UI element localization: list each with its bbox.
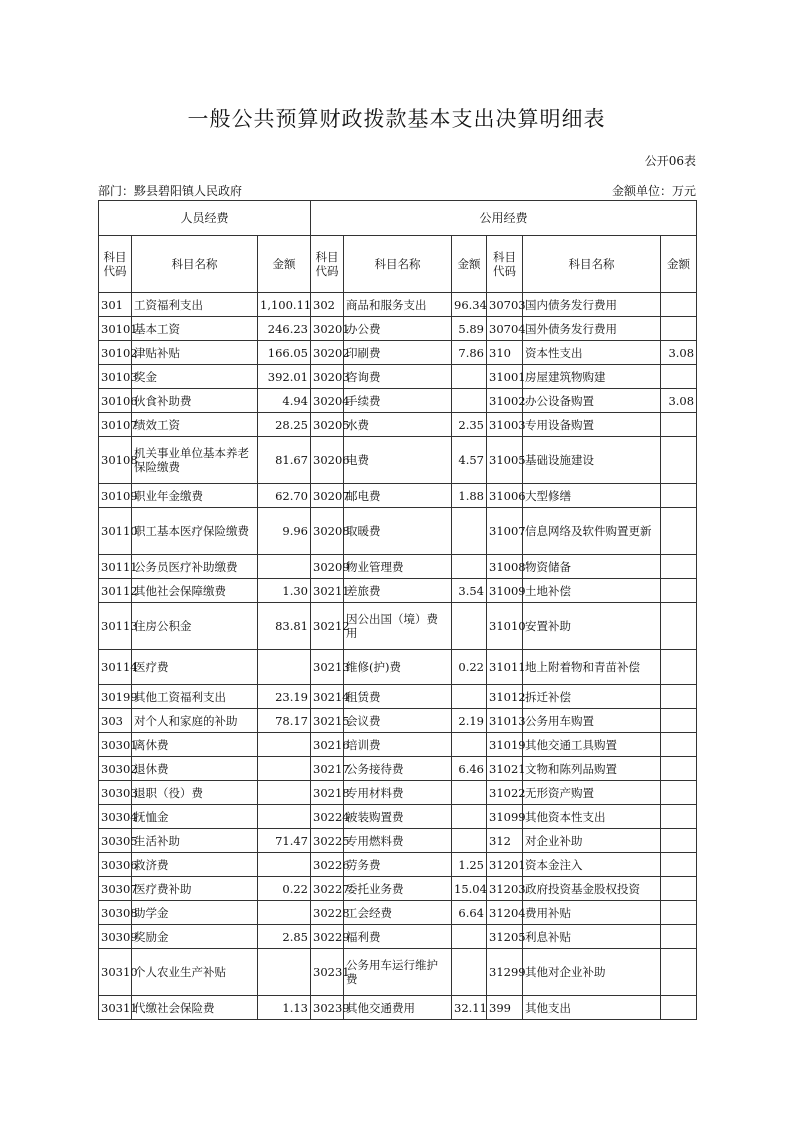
public-amount-cell: 1.25 (452, 853, 487, 877)
personnel-code-cell: 30303 (99, 781, 132, 805)
personnel-name-cell: 退休费 (132, 757, 258, 781)
personnel-code-cell: 30112 (99, 579, 132, 603)
col-header-amount: 金额 (258, 236, 311, 293)
capital-code-cell: 31008 (487, 555, 523, 579)
capital-name-cell: 专用设备购置 (523, 413, 661, 437)
public-amount-cell: 32.11 (452, 996, 487, 1020)
capital-name-cell: 国内债务发行费用 (523, 293, 661, 317)
col-header-name: 科目名称 (523, 236, 661, 293)
personnel-amount-cell: 83.81 (258, 603, 311, 650)
personnel-name-cell: 奖金 (132, 365, 258, 389)
personnel-amount-cell: 81.67 (258, 437, 311, 484)
personnel-code-cell: 30301 (99, 733, 132, 757)
public-code-cell: 30229 (311, 925, 344, 949)
personnel-code-cell: 30109 (99, 484, 132, 508)
public-name-cell: 培训费 (344, 733, 452, 757)
public-name-cell: 委托业务费 (344, 877, 452, 901)
public-code-cell: 30214 (311, 685, 344, 709)
personnel-name-cell: 对个人和家庭的补助 (132, 709, 258, 733)
capital-name-cell: 办公设备购置 (523, 389, 661, 413)
public-name-cell: 水费 (344, 413, 452, 437)
public-code-cell: 30201 (311, 317, 344, 341)
capital-name-cell: 基础设施建设 (523, 437, 661, 484)
capital-amount-cell (661, 925, 697, 949)
capital-name-cell: 其他资本性支出 (523, 805, 661, 829)
personnel-amount-cell: 0.22 (258, 877, 311, 901)
personnel-name-cell: 奖励金 (132, 925, 258, 949)
personnel-amount-cell (258, 949, 311, 996)
personnel-code-cell: 301 (99, 293, 132, 317)
table-row (99, 650, 697, 685)
capital-amount-cell (661, 293, 697, 317)
capital-name-cell: 资本性支出 (523, 341, 661, 365)
public-amount-cell (452, 733, 487, 757)
capital-name-cell: 国外债务发行费用 (523, 317, 661, 341)
public-amount-cell (452, 555, 487, 579)
col-header-amount: 金额 (661, 236, 697, 293)
public-name-cell: 会议费 (344, 709, 452, 733)
public-amount-cell: 0.22 (452, 650, 487, 685)
table-row (99, 579, 697, 603)
personnel-amount-cell: 62.70 (258, 484, 311, 508)
personnel-name-cell: 机关事业单位基本养老保险缴费 (132, 437, 258, 484)
public-code-cell: 302 (311, 293, 344, 317)
table-row (99, 925, 697, 949)
capital-amount-cell (661, 733, 697, 757)
page-title: 一般公共预算财政拨款基本支出决算明细表 (187, 107, 606, 131)
capital-amount-cell (661, 877, 697, 901)
capital-code-cell: 31022 (487, 781, 523, 805)
public-name-cell: 其他交通费用 (344, 996, 452, 1020)
public-amount-cell (452, 949, 487, 996)
capital-code-cell: 31099 (487, 805, 523, 829)
public-name-cell: 劳务费 (344, 853, 452, 877)
capital-amount-cell: 3.08 (661, 341, 697, 365)
capital-amount-cell (661, 579, 697, 603)
table-row (99, 877, 697, 901)
public-code-cell: 30216 (311, 733, 344, 757)
public-amount-cell (452, 925, 487, 949)
capital-amount-cell (661, 603, 697, 650)
public-amount-cell: 5.89 (452, 317, 487, 341)
capital-amount-cell (661, 781, 697, 805)
personnel-name-cell: 公务员医疗补助缴费 (132, 555, 258, 579)
public-code-cell: 30206 (311, 437, 344, 484)
public-amount-cell (452, 508, 487, 555)
table-row (99, 437, 697, 484)
amount-unit-label: 金额单位：万元 (611, 184, 696, 198)
table-row (99, 413, 697, 437)
personnel-code-cell: 30310 (99, 949, 132, 996)
public-amount-cell (452, 603, 487, 650)
personnel-name-cell: 救济费 (132, 853, 258, 877)
personnel-name-cell: 津贴补贴 (132, 341, 258, 365)
public-amount-cell (452, 781, 487, 805)
table-row (99, 341, 697, 365)
capital-amount-cell (661, 853, 697, 877)
personnel-name-cell: 其他工资福利支出 (132, 685, 258, 709)
capital-name-cell: 信息网络及软件购置更新 (523, 508, 661, 555)
personnel-amount-cell: 28.25 (258, 413, 311, 437)
capital-name-cell: 政府投资基金股权投资 (523, 877, 661, 901)
personnel-group-header: 人员经费 (99, 201, 311, 236)
capital-amount-cell (661, 685, 697, 709)
personnel-amount-cell: 166.05 (258, 341, 311, 365)
public-amount-cell: 15.04 (452, 877, 487, 901)
personnel-code-cell: 30304 (99, 805, 132, 829)
personnel-name-cell: 退职（役）费 (132, 781, 258, 805)
personnel-name-cell: 离休费 (132, 733, 258, 757)
capital-name-cell: 大型修缮 (523, 484, 661, 508)
personnel-name-cell: 助学金 (132, 901, 258, 925)
personnel-code-cell: 30113 (99, 603, 132, 650)
personnel-name-cell: 代缴社会保险费 (132, 996, 258, 1020)
table-row (99, 805, 697, 829)
public-code-cell: 30213 (311, 650, 344, 685)
capital-amount-cell (661, 317, 697, 341)
capital-amount-cell (661, 949, 697, 996)
public-name-cell: 公务接待费 (344, 757, 452, 781)
personnel-code-cell: 30311 (99, 996, 132, 1020)
capital-name-cell: 资本金注入 (523, 853, 661, 877)
personnel-code-cell: 30309 (99, 925, 132, 949)
personnel-amount-cell: 23.19 (258, 685, 311, 709)
capital-code-cell: 31005 (487, 437, 523, 484)
public-code-cell: 30224 (311, 805, 344, 829)
public-group-header: 公用经费 (311, 201, 697, 236)
col-header-code: 科目代码 (99, 236, 132, 293)
capital-code-cell: 31204 (487, 901, 523, 925)
capital-code-cell: 31002 (487, 389, 523, 413)
personnel-name-cell: 职业年金缴费 (132, 484, 258, 508)
capital-code-cell: 31009 (487, 579, 523, 603)
public-amount-cell (452, 685, 487, 709)
public-amount-cell: 7.86 (452, 341, 487, 365)
expenditure-table (98, 200, 697, 1020)
public-code-cell: 30205 (311, 413, 344, 437)
public-name-cell: 工会经费 (344, 901, 452, 925)
personnel-amount-cell (258, 650, 311, 685)
personnel-code-cell: 30103 (99, 365, 132, 389)
personnel-name-cell: 其他社会保障缴费 (132, 579, 258, 603)
table-row (99, 901, 697, 925)
public-code-cell: 30208 (311, 508, 344, 555)
personnel-amount-cell (258, 901, 311, 925)
table-row (99, 685, 697, 709)
capital-name-cell: 利息补贴 (523, 925, 661, 949)
table-row (99, 484, 697, 508)
capital-name-cell: 物资储备 (523, 555, 661, 579)
personnel-name-cell: 生活补助 (132, 829, 258, 853)
capital-amount-cell (661, 829, 697, 853)
public-code-cell: 30215 (311, 709, 344, 733)
public-name-cell: 办公费 (344, 317, 452, 341)
table-row (99, 829, 697, 853)
capital-code-cell: 31019 (487, 733, 523, 757)
capital-amount-cell (661, 508, 697, 555)
public-name-cell: 福利费 (344, 925, 452, 949)
form-number: 公开06表 (644, 154, 696, 168)
personnel-code-cell: 30111 (99, 555, 132, 579)
public-code-cell: 30218 (311, 781, 344, 805)
personnel-amount-cell: 392.01 (258, 365, 311, 389)
personnel-code-cell: 30114 (99, 650, 132, 685)
public-code-cell: 30204 (311, 389, 344, 413)
public-amount-cell (452, 805, 487, 829)
personnel-name-cell: 伙食补助费 (132, 389, 258, 413)
public-name-cell: 手续费 (344, 389, 452, 413)
public-code-cell: 30227 (311, 877, 344, 901)
capital-code-cell: 31299 (487, 949, 523, 996)
personnel-name-cell: 个人农业生产补贴 (132, 949, 258, 996)
public-name-cell: 咨询费 (344, 365, 452, 389)
public-amount-cell: 6.64 (452, 901, 487, 925)
personnel-name-cell: 抚恤金 (132, 805, 258, 829)
personnel-amount-cell: 2.85 (258, 925, 311, 949)
capital-code-cell: 31012 (487, 685, 523, 709)
capital-name-cell: 土地补偿 (523, 579, 661, 603)
personnel-amount-cell (258, 853, 311, 877)
personnel-name-cell: 工资福利支出 (132, 293, 258, 317)
public-amount-cell (452, 829, 487, 853)
table-row (99, 949, 697, 996)
group-header-row (99, 201, 697, 236)
public-code-cell: 30209 (311, 555, 344, 579)
capital-name-cell: 文物和陈列品购置 (523, 757, 661, 781)
capital-code-cell: 31201 (487, 853, 523, 877)
personnel-code-cell: 30110 (99, 508, 132, 555)
capital-code-cell: 399 (487, 996, 523, 1020)
table-row (99, 317, 697, 341)
public-name-cell: 印刷费 (344, 341, 452, 365)
capital-amount-cell (661, 805, 697, 829)
personnel-code-cell: 30108 (99, 437, 132, 484)
capital-code-cell: 31021 (487, 757, 523, 781)
capital-code-cell: 31011 (487, 650, 523, 685)
personnel-amount-cell: 246.23 (258, 317, 311, 341)
capital-name-cell: 无形资产购置 (523, 781, 661, 805)
personnel-amount-cell (258, 733, 311, 757)
public-code-cell: 30239 (311, 996, 344, 1020)
personnel-name-cell: 医疗费补助 (132, 877, 258, 901)
table-row (99, 365, 697, 389)
capital-name-cell: 对企业补助 (523, 829, 661, 853)
capital-code-cell: 31003 (487, 413, 523, 437)
capital-amount-cell (661, 365, 697, 389)
public-name-cell: 租赁费 (344, 685, 452, 709)
personnel-amount-cell (258, 781, 311, 805)
capital-amount-cell: 3.08 (661, 389, 697, 413)
table-row (99, 853, 697, 877)
col-header-name: 科目名称 (132, 236, 258, 293)
capital-name-cell: 其他支出 (523, 996, 661, 1020)
public-amount-cell (452, 365, 487, 389)
personnel-code-cell: 30302 (99, 757, 132, 781)
personnel-amount-cell (258, 805, 311, 829)
department-label: 部门：黟县碧阳镇人民政府 (98, 184, 243, 198)
col-header-code: 科目代码 (487, 236, 523, 293)
column-header-row (99, 236, 697, 293)
public-code-cell: 30207 (311, 484, 344, 508)
table-row (99, 733, 697, 757)
capital-code-cell: 30703 (487, 293, 523, 317)
capital-code-cell: 31203 (487, 877, 523, 901)
capital-name-cell: 其他交通工具购置 (523, 733, 661, 757)
table-row (99, 293, 697, 317)
table-row (99, 508, 697, 555)
capital-code-cell: 30704 (487, 317, 523, 341)
public-name-cell: 维修(护)费 (344, 650, 452, 685)
personnel-amount-cell: 4.94 (258, 389, 311, 413)
personnel-name-cell: 医疗费 (132, 650, 258, 685)
public-name-cell: 物业管理费 (344, 555, 452, 579)
public-code-cell: 30211 (311, 579, 344, 603)
public-code-cell: 30217 (311, 757, 344, 781)
public-name-cell: 邮电费 (344, 484, 452, 508)
personnel-name-cell: 绩效工资 (132, 413, 258, 437)
public-amount-cell: 4.57 (452, 437, 487, 484)
capital-code-cell: 31010 (487, 603, 523, 650)
personnel-code-cell: 30199 (99, 685, 132, 709)
public-name-cell: 取暖费 (344, 508, 452, 555)
personnel-code-cell: 30308 (99, 901, 132, 925)
capital-name-cell: 房屋建筑物购建 (523, 365, 661, 389)
table-row (99, 603, 697, 650)
public-name-cell: 差旅费 (344, 579, 452, 603)
personnel-amount-cell: 78.17 (258, 709, 311, 733)
personnel-code-cell: 30307 (99, 877, 132, 901)
personnel-amount-cell (258, 555, 311, 579)
public-code-cell: 30228 (311, 901, 344, 925)
public-name-cell: 商品和服务支出 (344, 293, 452, 317)
personnel-amount-cell: 9.96 (258, 508, 311, 555)
capital-amount-cell (661, 437, 697, 484)
capital-amount-cell (661, 709, 697, 733)
capital-code-cell: 31205 (487, 925, 523, 949)
capital-name-cell: 公务用车购置 (523, 709, 661, 733)
personnel-code-cell: 30306 (99, 853, 132, 877)
capital-name-cell: 安置补助 (523, 603, 661, 650)
capital-code-cell: 31007 (487, 508, 523, 555)
capital-amount-cell (661, 413, 697, 437)
personnel-name-cell: 住房公积金 (132, 603, 258, 650)
table-row (99, 781, 697, 805)
capital-amount-cell (661, 650, 697, 685)
personnel-amount-cell: 1.30 (258, 579, 311, 603)
public-code-cell: 30203 (311, 365, 344, 389)
table-row (99, 757, 697, 781)
table-row (99, 996, 697, 1020)
public-code-cell: 30202 (311, 341, 344, 365)
public-name-cell: 电费 (344, 437, 452, 484)
personnel-code-cell: 30106 (99, 389, 132, 413)
capital-amount-cell (661, 996, 697, 1020)
capital-code-cell: 310 (487, 341, 523, 365)
public-amount-cell: 1.88 (452, 484, 487, 508)
public-code-cell: 30226 (311, 853, 344, 877)
table-row (99, 709, 697, 733)
public-amount-cell: 2.19 (452, 709, 487, 733)
personnel-amount-cell: 1.13 (258, 996, 311, 1020)
personnel-code-cell: 30305 (99, 829, 132, 853)
public-amount-cell: 96.34 (452, 293, 487, 317)
capital-amount-cell (661, 484, 697, 508)
personnel-name-cell: 基本工资 (132, 317, 258, 341)
capital-amount-cell (661, 901, 697, 925)
capital-amount-cell (661, 757, 697, 781)
table-row (99, 555, 697, 579)
col-header-amount: 金额 (452, 236, 487, 293)
table-body (99, 293, 697, 1020)
public-name-cell: 专用燃料费 (344, 829, 452, 853)
capital-code-cell: 31006 (487, 484, 523, 508)
public-amount-cell: 6.46 (452, 757, 487, 781)
public-code-cell: 30225 (311, 829, 344, 853)
capital-name-cell: 费用补贴 (523, 901, 661, 925)
personnel-code-cell: 30101 (99, 317, 132, 341)
capital-name-cell: 拆迁补偿 (523, 685, 661, 709)
capital-code-cell: 312 (487, 829, 523, 853)
personnel-code-cell: 30102 (99, 341, 132, 365)
personnel-amount-cell: 1,100.11 (258, 293, 311, 317)
capital-name-cell: 地上附着物和青苗补偿 (523, 650, 661, 685)
personnel-name-cell: 职工基本医疗保险缴费 (132, 508, 258, 555)
public-name-cell: 公务用车运行维护费 (344, 949, 452, 996)
public-code-cell: 30231 (311, 949, 344, 996)
personnel-code-cell: 303 (99, 709, 132, 733)
capital-code-cell: 31013 (487, 709, 523, 733)
personnel-code-cell: 30107 (99, 413, 132, 437)
table-row (99, 389, 697, 413)
public-name-cell: 被装购置费 (344, 805, 452, 829)
capital-code-cell: 31001 (487, 365, 523, 389)
public-code-cell: 30212 (311, 603, 344, 650)
public-amount-cell: 2.35 (452, 413, 487, 437)
public-amount-cell (452, 389, 487, 413)
public-name-cell: 因公出国（境）费用 (344, 603, 452, 650)
capital-amount-cell (661, 555, 697, 579)
personnel-amount-cell: 71.47 (258, 829, 311, 853)
col-header-code: 科目代码 (311, 236, 344, 293)
col-header-name: 科目名称 (344, 236, 452, 293)
capital-name-cell: 其他对企业补助 (523, 949, 661, 996)
public-name-cell: 专用材料费 (344, 781, 452, 805)
public-amount-cell: 3.54 (452, 579, 487, 603)
personnel-amount-cell (258, 757, 311, 781)
